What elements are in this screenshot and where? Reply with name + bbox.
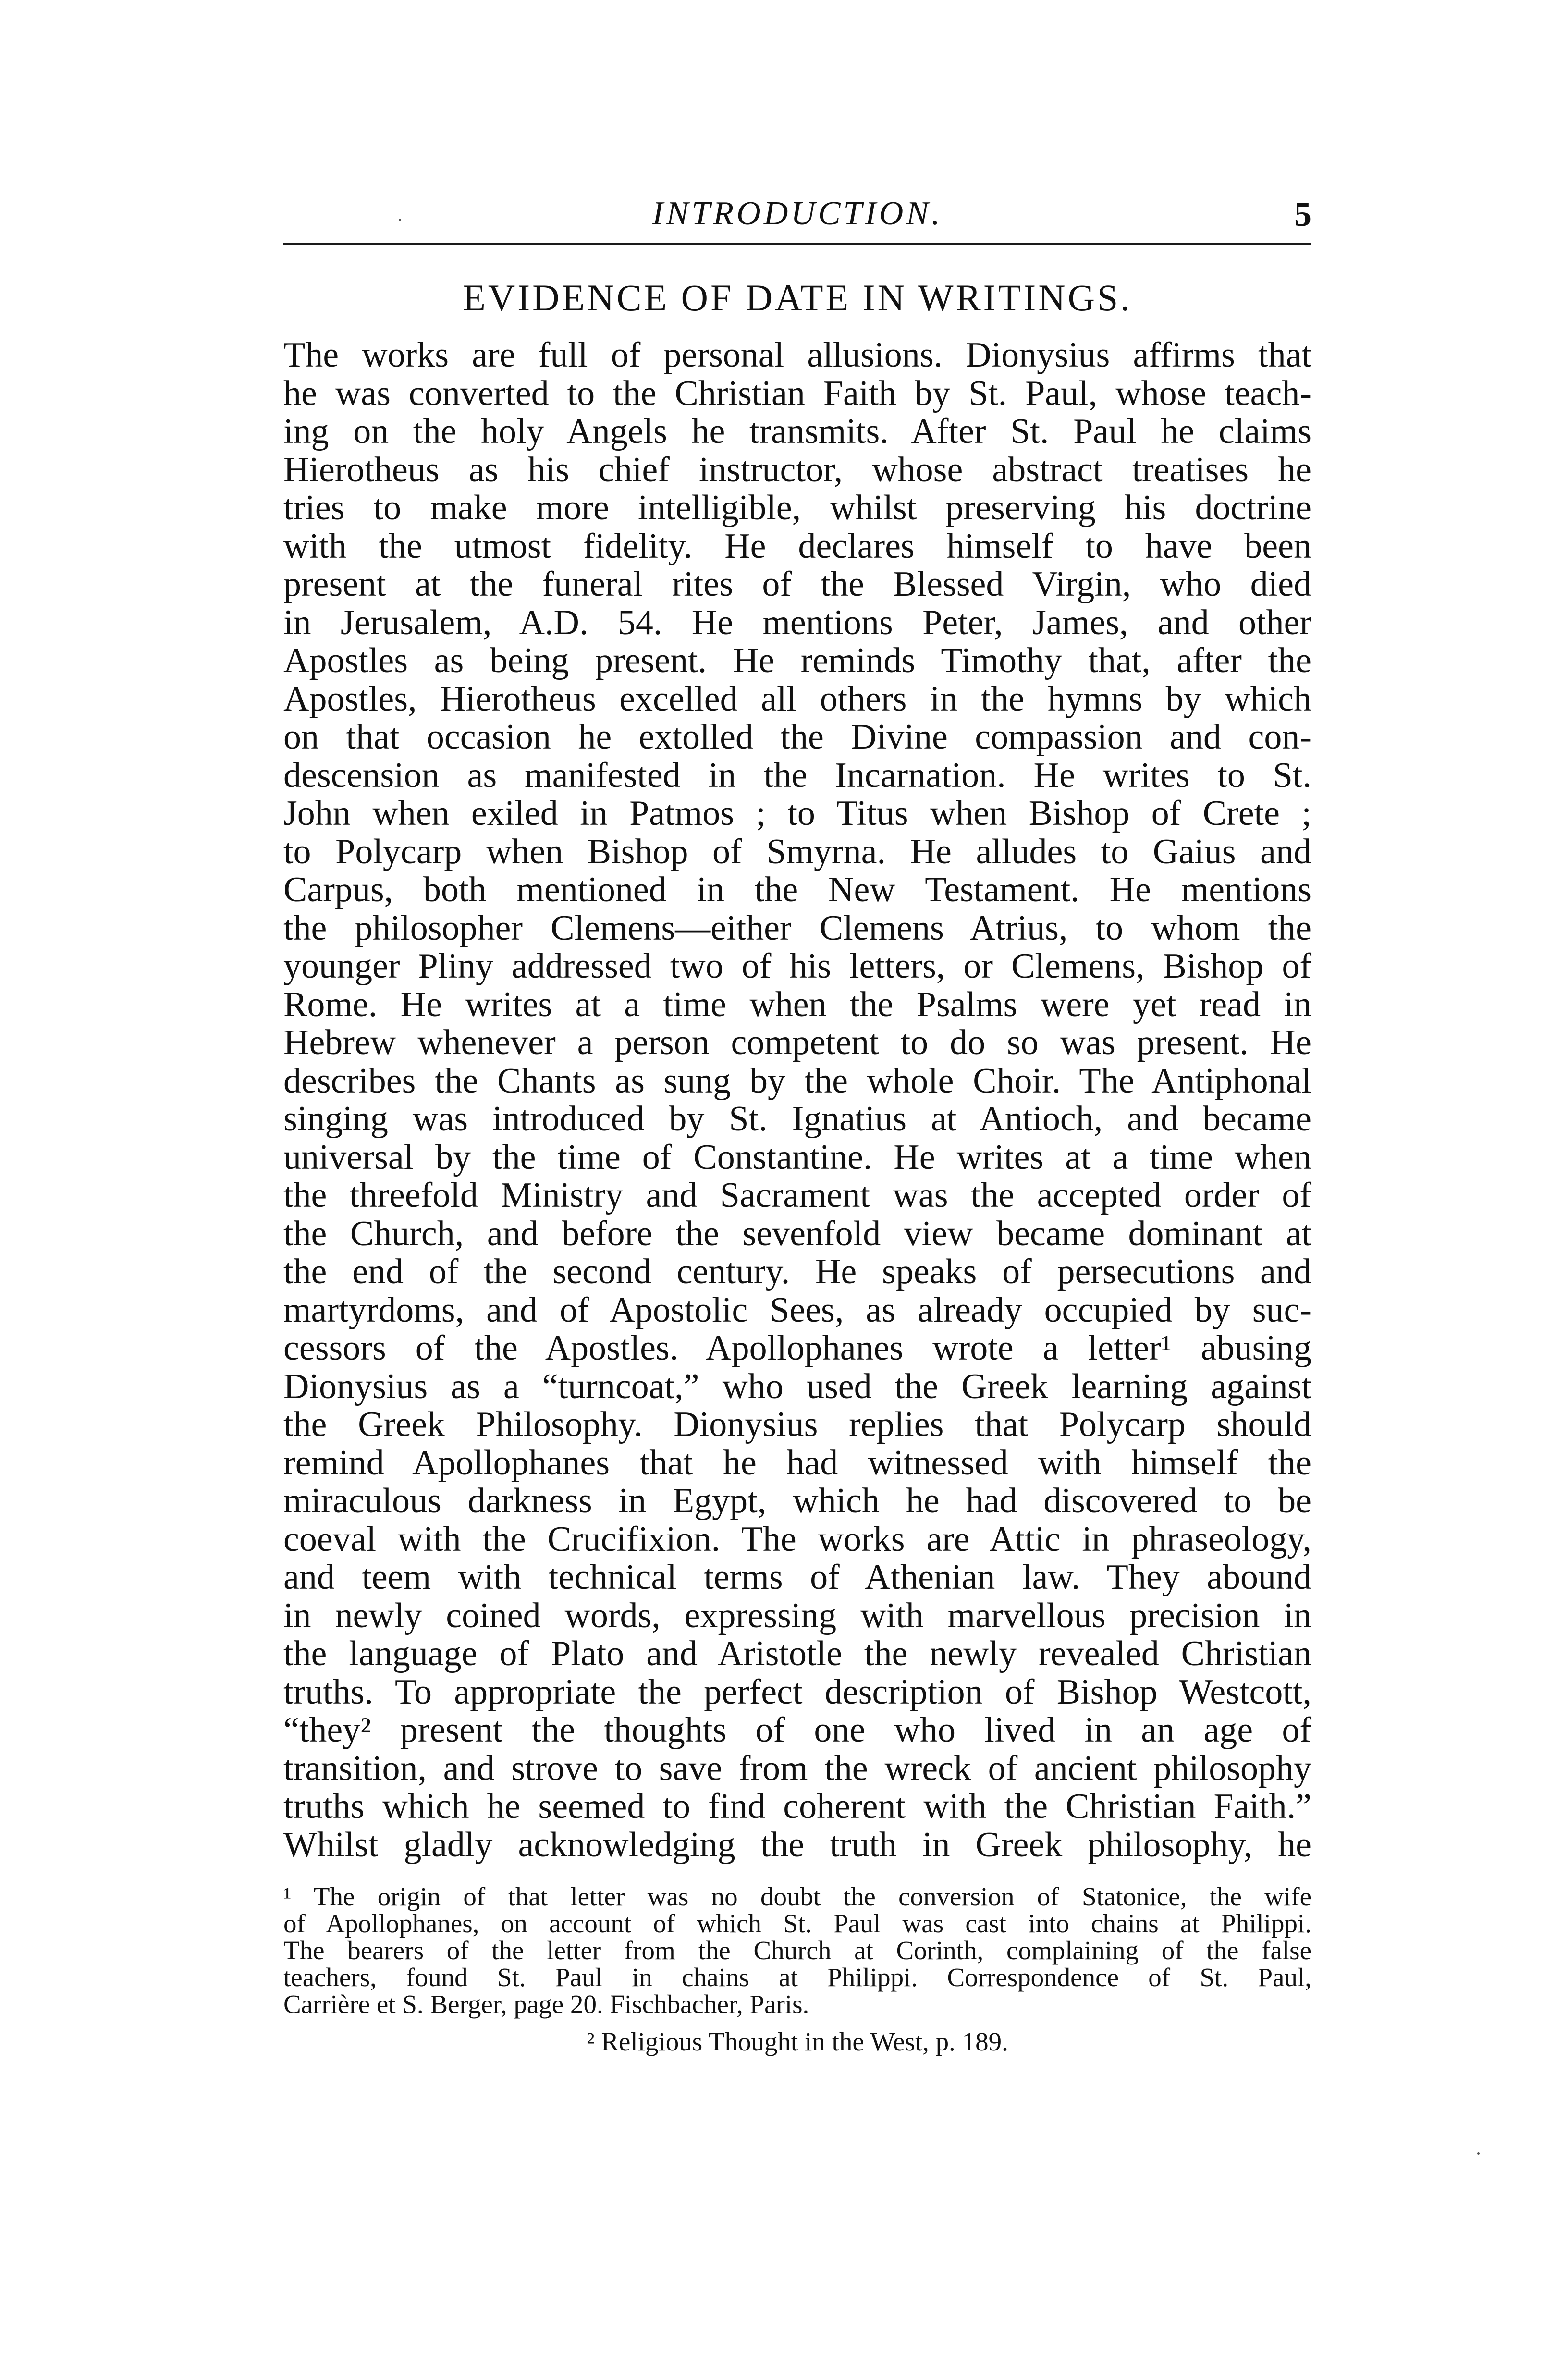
footnote-line: The bearers of the letter from the Church at Corinth, complaining of the false <box>283 1936 1311 1965</box>
body-line: with the utmost fidelity. He declares himself to have been <box>283 526 1311 566</box>
body-line: the language of Plato and Aristotle the newly revealed Christian <box>283 1634 1311 1673</box>
body-line: Rome. He writes at a time when the Psalms were yet read in <box>283 984 1311 1024</box>
body-line: truths which he seemed to find coherent with the Christian Faith.” <box>283 1787 1311 1826</box>
body-line: the Church, and before the sevenfold view became dominant at <box>283 1214 1311 1253</box>
body-line: transition, and strove to save from the wreck of ancient philosophy <box>283 1748 1311 1788</box>
body-line: describes the Chants as sung by the whole Choir. The Antiphonal <box>283 1061 1311 1101</box>
body-line: in newly coined words, expressing with marvellous precision in <box>283 1596 1311 1635</box>
body-line: and teem with technical terms of Athenian law. They abound <box>283 1558 1311 1597</box>
body-line: truths. To appropriate the perfect description of Bishop Westcott, <box>283 1672 1311 1712</box>
body-line: martyrdoms, and of Apostolic Sees, as already occupied by suc- <box>283 1290 1311 1330</box>
footnote-line: of Apollophanes, on account of which St. Paul was cast into chains at Philippi. <box>283 1909 1311 1938</box>
body-line: to Polycarp when Bishop of Smyrna. He alludes to Gaius and <box>283 832 1311 872</box>
print-speck <box>1477 2152 1480 2155</box>
body-line: the philosopher Clemens—either Clemens Atrius, to whom the <box>283 908 1311 948</box>
footnote-line: Carrière et S. Berger, page 20. Fischbacher, Paris. <box>283 1989 809 2019</box>
body-line: Dionysius as a “turncoat,” who used the Greek learning against <box>283 1366 1311 1406</box>
body-line: The works are full of personal allusions. Dionysius affirms that <box>283 335 1311 375</box>
body-line: Hierotheus as his chief instructor, whose abstract treatises he <box>283 450 1311 490</box>
body-line: ing on the holy Angels he transmits. After St. Paul he claims <box>283 412 1311 451</box>
body-line: cessors of the Apostles. Apollophanes wrote a letter¹ abusing <box>283 1328 1311 1368</box>
page-number: 5 <box>1294 195 1311 233</box>
body-line: present at the funeral rites of the Blessed Virgin, who died <box>283 565 1311 604</box>
footnote-line: teachers, found St. Paul in chains at Philippi. Correspondence of St. Paul, <box>283 1963 1311 1992</box>
body-line: Hebrew whenever a person competent to do so was present. He <box>283 1023 1311 1062</box>
footnote-2: ² Religious Thought in the West, p. 189. <box>587 2027 1008 2056</box>
footnotes <box>283 1883 1311 2055</box>
footnote-line: ¹ The origin of that letter was no doubt the conversion of Statonice, the wife <box>283 1882 1311 1911</box>
body-line: “they² present the thoughts of one who lived in an age of <box>283 1710 1311 1750</box>
section-heading: EVIDENCE OF DATE IN WRITINGS. <box>463 277 1132 319</box>
body-line: descension as manifested in the Incarnation. He writes to St. <box>283 755 1311 795</box>
body-line: younger Pliny addressed two of his letters, or Clemens, Bishop of <box>283 946 1311 986</box>
body-line: Apostles as being present. He reminds Timothy that, after the <box>283 641 1311 680</box>
body-line: the end of the second century. He speaks of persecutions and <box>283 1252 1311 1291</box>
body-line: Apostles, Hierotheus excelled all others in the hymns by which <box>283 679 1311 719</box>
body-line: tries to make more intelligible, whilst preserving his doctrine <box>283 488 1311 528</box>
body-line: coeval with the Crucifixion. The works are Attic in phraseology, <box>283 1519 1311 1559</box>
footnote-1 <box>283 1883 1311 2018</box>
body-line: miraculous darkness in Egypt, which he had discovered to be <box>283 1481 1311 1521</box>
body-line: the Greek Philosophy. Dionysius replies that Polycarp should <box>283 1405 1311 1444</box>
running-title: INTRODUCTION. <box>652 195 943 232</box>
body-line: John when exiled in Patmos ; to Titus when Bishop of Crete ; <box>283 794 1311 833</box>
body-paragraph <box>283 336 1311 1864</box>
running-head <box>283 190 1311 245</box>
body-line: Carpus, both mentioned in the New Testament. He mentions <box>283 870 1311 909</box>
print-speck <box>399 219 401 221</box>
body-line: the threefold Ministry and Sacrament was the accepted order of <box>283 1176 1311 1215</box>
body-line: he was converted to the Christian Faith by St. Paul, whose teach- <box>283 373 1311 413</box>
body-line: universal by the time of Constantine. He writes at a time when <box>283 1137 1311 1177</box>
body-line: in Jerusalem, A.D. 54. He mentions Peter, James, and other <box>283 602 1311 642</box>
body-line: Whilst gladly acknowledging the truth in Greek philosophy, he <box>283 1825 1311 1865</box>
body-line: remind Apollophanes that he had witnessed with himself the <box>283 1443 1311 1483</box>
body-line: on that occasion he extolled the Divine compassion and con- <box>283 717 1311 757</box>
body-line: singing was introduced by St. Ignatius at Antioch, and became <box>283 1099 1311 1139</box>
